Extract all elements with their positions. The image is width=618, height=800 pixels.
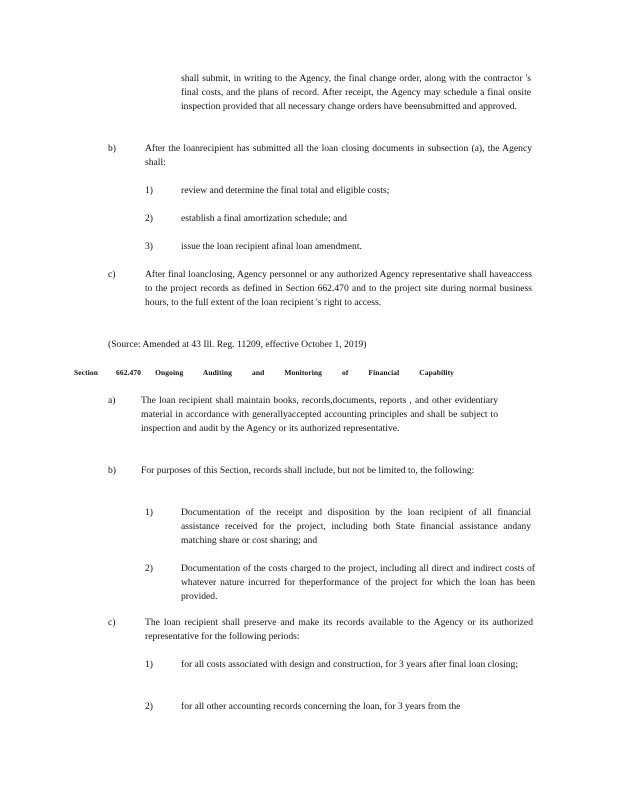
section-item-a-text: The loan recipient shall maintain books, records,documents, reports , and other evidentiary material in accordance with generallyaccepted accounting principles and shall be subject to inspection and audit by the Agency or its authorized representative. bbox=[141, 395, 498, 434]
section-c2-text: for all other accounting records concerning the loan, for 3 years from the bbox=[181, 701, 461, 712]
section-b2-label: 2) bbox=[145, 563, 153, 574]
section-item-label-a: a) bbox=[108, 395, 116, 406]
continuation-paragraph: shall submit, in writing to the Agency, the final change order, along with the contractor 's final costs, and the plans of record. After receipt, the Agency may schedule a final onsite inspection provided that all necessary change orders have beensubmitted and approved. bbox=[181, 73, 531, 112]
section-number: 662.470 bbox=[116, 368, 142, 377]
section-c2-label: 2) bbox=[145, 701, 153, 712]
item-c-text: After final loanclosing, Agency personnel or any authorized Agency representative shall haveaccess to the project records as defined in Section 662.470 and to the project site during normal business hours, to the full extent of the loan recipient 's right to access. bbox=[145, 269, 532, 308]
source-note: (Source: Amended at 43 Ill. Reg. 11209, effective October 1, 2019) bbox=[108, 339, 367, 350]
section-b1-text: Documentation of the receipt and disposition by the loan recipient of all financial assistance received for the project, including both State financial assistance andany matching share or cost sharing; and bbox=[181, 507, 531, 546]
section-c1-text: for all costs associated with design and construction, for 3 years after final loan closing; bbox=[181, 659, 519, 670]
section-b2-text: Documentation of the costs charged to the project, including all direct and indirect costs of whatever nature incurred for theperformance of the project for which the loan has been provided. bbox=[181, 563, 535, 602]
item-b-text: After the loanrecipient has submitted all the loan closing documents in subsection (a), the Agency shall: bbox=[145, 143, 532, 168]
item-b1-label: 1) bbox=[145, 185, 153, 196]
item-b2-text: establish a final amortization schedule; and bbox=[181, 213, 347, 224]
item-label-c: c) bbox=[108, 269, 116, 280]
section-word: Section bbox=[74, 368, 99, 377]
item-b3-text: issue the loan recipient afinal loan amendment. bbox=[181, 241, 362, 252]
item-b3-label: 3) bbox=[145, 241, 153, 252]
section-b1-label: 1) bbox=[145, 507, 153, 518]
section-item-c-text: The loan recipient shall preserve and make its records available to the Agency or its authorized representative for the following periods: bbox=[145, 617, 533, 642]
item-label-b: b) bbox=[108, 143, 116, 154]
section-item-b-text: For purposes of this Section, records shall include, but not be limited to, the following: bbox=[141, 465, 475, 476]
section-heading bbox=[74, 366, 474, 380]
section-item-label-b: b) bbox=[108, 465, 116, 476]
section-c1-label: 1) bbox=[145, 659, 153, 670]
item-b2-label: 2) bbox=[145, 213, 153, 224]
section-title: Ongoing Auditing and Monitoring of Financial Capability bbox=[155, 368, 455, 377]
item-b1-text: review and determine the final total and eligible costs; bbox=[181, 185, 390, 196]
section-item-label-c: c) bbox=[108, 617, 116, 628]
